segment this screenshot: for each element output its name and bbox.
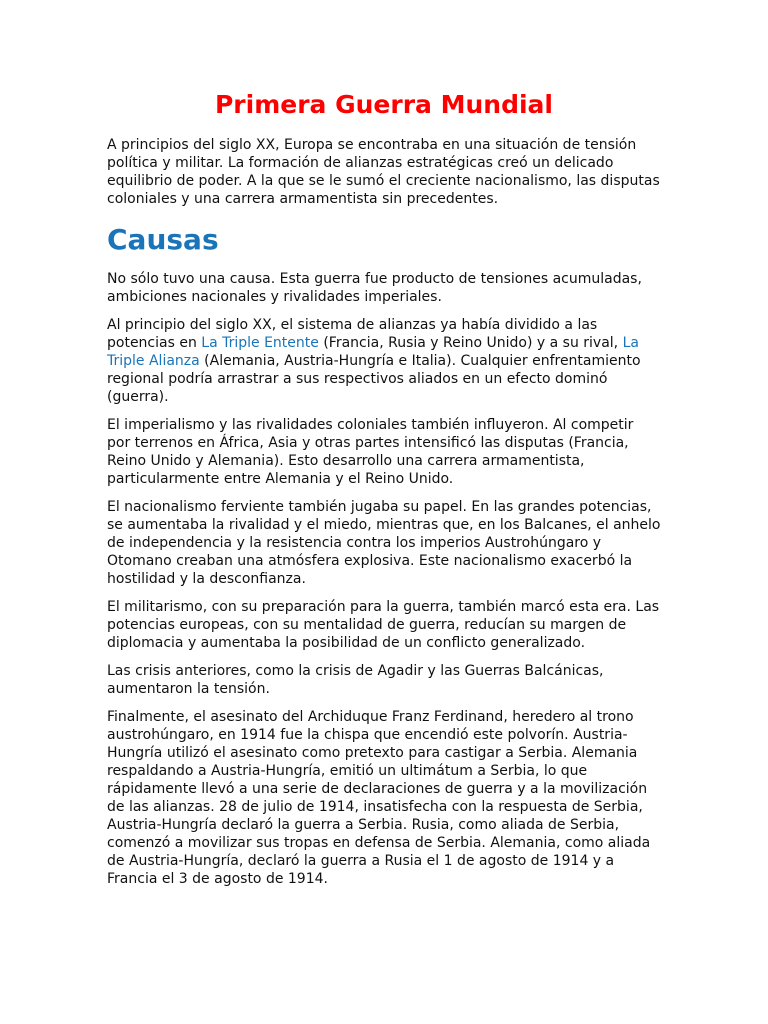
paragraph-assassination: Finalmente, el asesinato del Archiduque Franz Ferdinand, heredero al trono austrohúngaro, en 1914 fue la chispa que encendió este polvorín. Austria-Hungría utilizó el asesinato como pretexto para castigar a Serbia. Alemania respaldando a Austria-Hungría, emitió un ultimátum a Serbia, lo que rápidamente llevó a una serie de declaraciones de guerra y a la movilización de las alianzas. 28 de julio de 1914, insatisfecha con la respuesta de Serbia, Austria-Hungría declaró la guerra a Serbia. Rusia, como aliada de Serbia, comenzó a movilizar sus tropas en defensa de Serbia. Alemania, como aliada de Austria-Hungría, declaró la guerra a Rusia el 1 de agosto de 1914 y a Francia el 3 de agosto de 1914. xyxy=(107,709,651,887)
section-heading-causas: Causas xyxy=(107,223,219,256)
link-triple-entente[interactable]: La Triple Entente xyxy=(201,335,319,351)
alliances-text-after: (Alemania, Austria-Hungría e Italia). Cualquier enfrentamiento regional podría arrastrar a sus respectivos aliados en un efecto dominó (guerra). xyxy=(107,353,641,405)
paragraph-causes-overview: No sólo tuvo una causa. Esta guerra fue producto de tensiones acumuladas, ambiciones nacionales y rivalidades imperiales. xyxy=(107,271,642,305)
intro-paragraph: A principios del siglo XX, Europa se encontraba en una situación de tensión política y militar. La formación de alianzas estratégicas creó un delicado equilibrio de poder. A la que se le sumó el creciente nacionalismo, las disputas coloniales y una carrera armamentista sin precedentes. xyxy=(107,137,660,207)
paragraph-militarism: El militarismo, con su preparación para la guerra, también marcó esta era. Las potencias europeas, con su mentalidad de guerra, reducían su margen de diplomacia y aumentaba la posibilidad de un conflicto generalizado. xyxy=(107,599,660,651)
paragraph-nationalism: El nacionalismo ferviente también jugaba su papel. En las grandes potencias, se aumentaba la rivalidad y el miedo, mientras que, en los Balcanes, el anhelo de independencia y la resistencia contra los imperios Austrohúngaro y Otomano creaban una atmósfera explosiva. Este nacionalismo exacerbó la hostilidad y la desconfianza. xyxy=(107,499,661,587)
link-triple-alianza[interactable]: La Triple Alianza xyxy=(107,335,639,369)
page-title: Primera Guerra Mundial xyxy=(214,90,553,119)
alliances-text-before: Al principio del siglo XX, el sistema de alianzas ya había dividido a las potencias en xyxy=(107,317,598,351)
alliances-text-middle: (Francia, Rusia y Reino Unido) y a su rival, xyxy=(318,335,623,351)
paragraph-previous-crises: Las crisis anteriores, como la crisis de Agadir y las Guerras Balcánicas, aumentaron la tensión. xyxy=(107,663,604,697)
paragraph-alliances xyxy=(107,316,661,406)
paragraph-imperialism: El imperialismo y las rivalidades coloniales también influyeron. Al competir por terrenos en África, Asia y otras partes intensificó las disputas (Francia, Reino Unido y Alemania). Esto desarrollo una carrera armamentista, particularmente entre Alemania y el Reino Unido. xyxy=(107,417,634,487)
